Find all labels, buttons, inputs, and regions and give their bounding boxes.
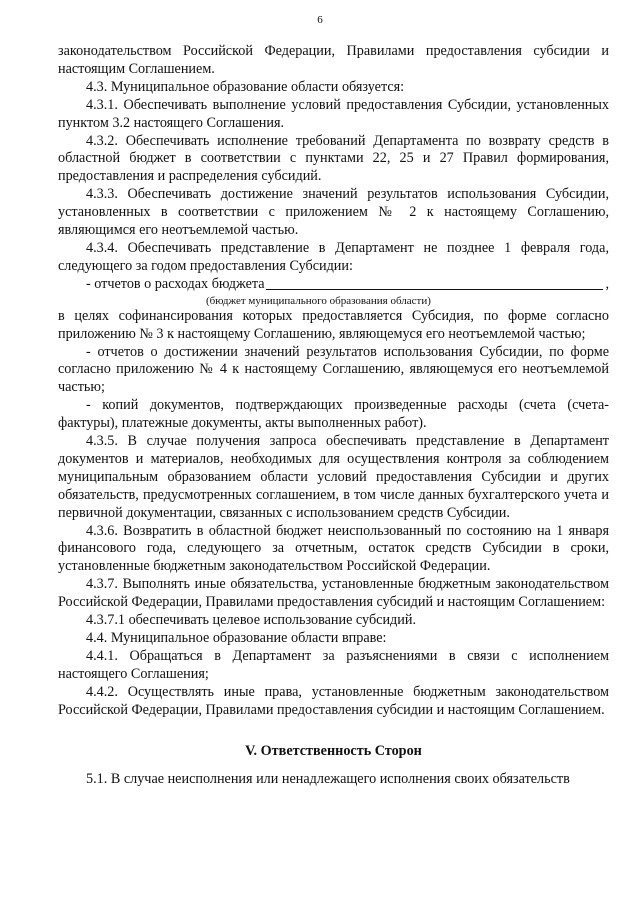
paragraph-4-3-2: 4.3.2. Обеспечивать исполнение требований Департамента по возврату средств в областной бюджет в соответствии с пунктами 22, 25 и 27 Правил формирования, предоставления и распределения субсидий. xyxy=(58,132,609,185)
paragraph-4-3-7-1: 4.3.7.1 обеспечивать целевое использование субсидий. xyxy=(86,612,417,629)
fill-in-underline xyxy=(266,289,604,290)
paragraph-4-3-5: 4.3.5. В случае получения запроса обеспечивать представление в Департамент документов и материалов, необходимых для осуществления контроля за соблюдением муниципальным образованием области условий предоставления Субсидии и других обязательств, предусмотренных соглашением, в том числе данных бухгалтерского учета и первичной документации, связанных с использованием средств Субсидии. xyxy=(58,433,609,521)
paragraph-5-1: 5.1. В случае неисполнения или ненадлежащего исполнения своих обязательств xyxy=(86,771,570,788)
paragraph-cofinancing: в целях софинансирования которых предоставляется Субсидия, по форме согласно приложению № 3 к настоящему Соглашению, являющемуся его неотъемлемой частью; xyxy=(58,307,609,342)
budget-report-line-end: , xyxy=(605,275,609,292)
paragraph-4-3: 4.3. Муниципальное образование области обязуется: xyxy=(86,78,405,95)
paragraph-4-4: 4.4. Муниципальное образование области вправе: xyxy=(86,630,387,646)
paragraph-results-reports: - отчетов о достижении значений результатов использования Субсидии, по форме согласно приложению № 4 к настоящему Соглашению, являющемуся его неотъемлемой частью; xyxy=(58,343,609,396)
paragraph-4-3-3: 4.3.3. Обеспечивать достижение значений результатов использования Субсидии, установленных в соответствии с приложением № 2 к настоящему Соглашению, являющимся его неотъемлемой частью. xyxy=(58,186,609,239)
paragraph-4-3-1: 4.3.1. Обеспечивать выполнение условий предоставления Субсидии, установленных пунктом 3.2 настоящего Соглашения. xyxy=(58,96,609,131)
page-number: 6 xyxy=(317,14,323,26)
paragraph-4-3-6: 4.3.6. Возвратить в областной бюджет неиспользованный по состоянию на 1 января финансового года, следующего за отчетным, остаток средств Субсидии в сроки, установленные бюджетным законодательством Российской Федерации. xyxy=(58,522,609,575)
document-body xyxy=(58,43,609,789)
paragraph-document-copies: - копий документов, подтверждающих произведенные расходы (счета (счета-фактуры), платежные документы, акты выполненных работ). xyxy=(58,397,609,432)
paragraph-continuation: законодательством Российской Федерации, Правилами предоставления субсидии и настоящим Соглашением. xyxy=(58,43,609,77)
paragraph-4-4-2: 4.4.2. Осуществлять иные права, установленные бюджетным законодательством Российской Федерации, Правилами предоставления субсидии и настоящим Соглашением. xyxy=(58,683,609,718)
paragraph-4-3-4: 4.3.4. Обеспечивать представление в Департамент не позднее 1 февраля года, следующего за годом предоставления Субсидии: xyxy=(58,239,609,274)
paragraph-4-3-7: 4.3.7. Выполнять иные обязательства, установленные бюджетным законодательством Российской Федерации, Правилами предоставления субсидий и настоящим Соглашением: xyxy=(58,576,609,611)
budget-report-label: - отчетов о расходах бюджета xyxy=(86,275,265,292)
paragraph-4-4-1: 4.4.1. Обращаться в Департамент за разъяснениями в связи с исполнением настоящего Соглашения; xyxy=(58,647,609,682)
section-heading: V. Ответственность Сторон xyxy=(245,742,422,759)
underline-caption: (бюджет муниципального образования области) xyxy=(206,294,431,307)
budget-report-line xyxy=(58,276,609,294)
